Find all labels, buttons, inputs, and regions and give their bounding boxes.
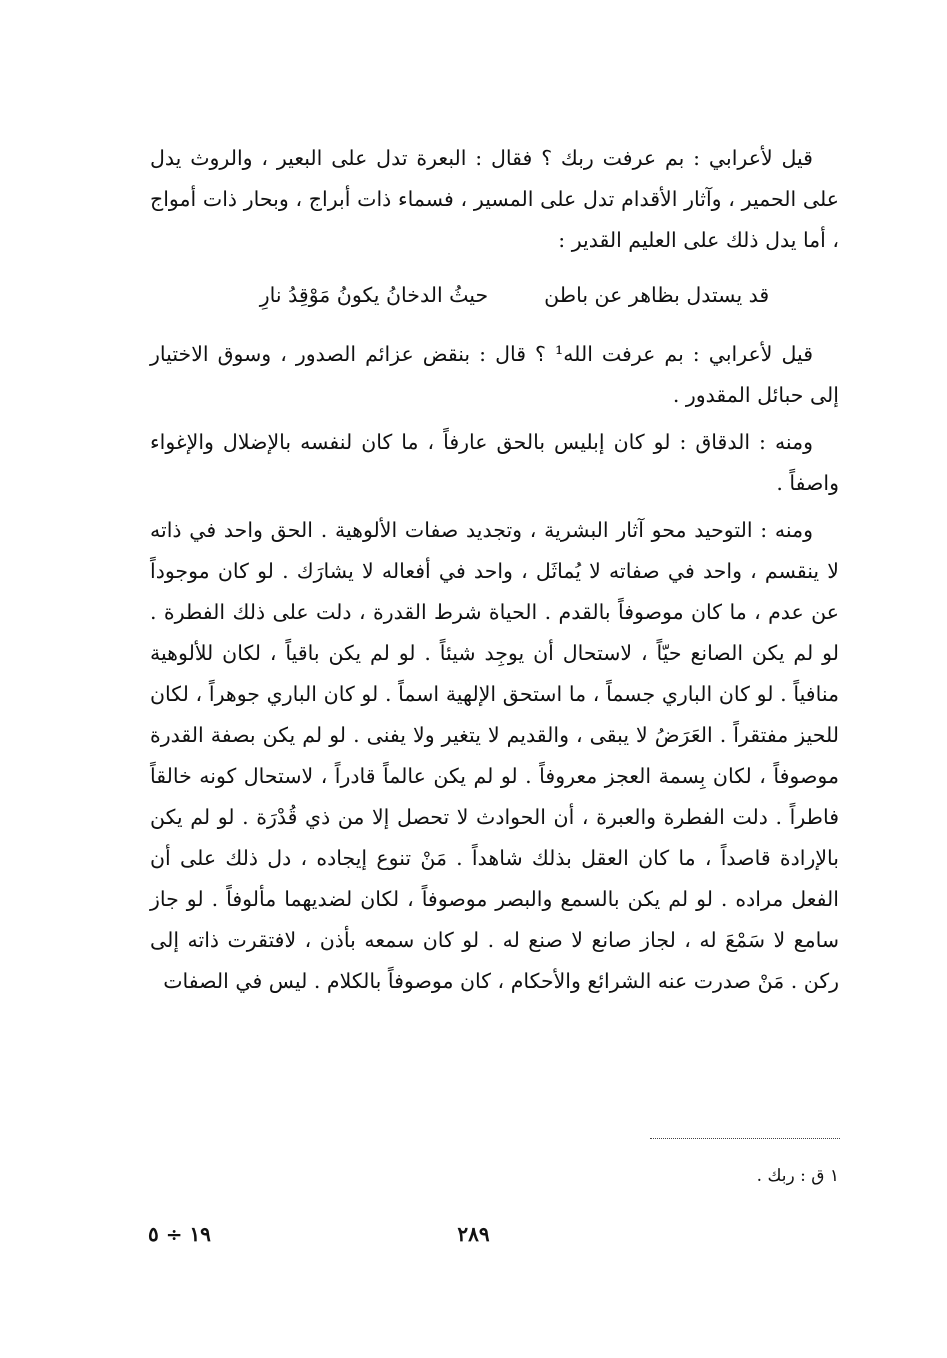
main-text: [150, 138, 839, 1008]
footnote-divider: [650, 1138, 840, 1139]
paragraph-4: ومنه : التوحيد محو آثار البشرية ، وتجديد صفات الألوهية . الحق واحد في ذاته لا ينقسم ، واحد في صفاته لا يُماثَل ، واحد في أفعاله لا يشارَك . لو كان موجوداً عن عدم ، ما كان موصوفاً بالقدم . الحياة شرط القدرة ، دلت على ذلك الفطرة . لو لم يكن الصانع حيّاً ، لاستحال أن يوجِد شيئاً . لو لم يكن باقياً ، لكان للألوهية منافياً . لو كان الباري جسماً ، ما استحق الإلهية اسماً . لو كان الباري جوهراً ، لكان للحيز مفتقراً . العَرَضُ لا يبقى ، والقديم لا يتغير ولا يفنى . لو لم يكن بصفة القدرة موصوفاً ، لكان بِسمة العجز معروفاً . لو لم يكن عالماً قادراً ، لاستحال كونه خالقاً فاطراً . دلت الفطرة والعبرة ، أن الحوادث لا تحصل إلا من ذي قُدْرَة . لو لم يكن بالإرادة قاصداً ، ما كان العقل بذلك شاهداً . مَنْ تنوع إيجاده ، دل ذلك على أن الفعل مراده . لو لم يكن بالسمع والبصر موصوفاً ، لكان لضديهما مألوفاً . لو جاز سامع لا سَمْعَ له ، لجاز صانع لا صنع له . لو كان سمعه بأذن ، لافتقرت ذاته إلى ركن . مَنْ صدرت عنه الشرائع والأحكام ، كان موصوفاً بالكلام . ليس في الصفات: [150, 518, 839, 993]
verse-hemistich-left: حيثُ الدخانُ يكونُ مَوْقِدُ نارِ: [259, 283, 489, 307]
verse-hemistich-right: قد يستدل بظاهر عن باطن: [544, 283, 770, 307]
footnote: ١ ق : ربك .: [756, 1166, 839, 1186]
paragraph-2: قيل لأعرابي : بم عرفت الله¹ ؟ قال : بنقض عزائم الصدور ، وسوق الاختيار إلى حبائل المقدور .: [150, 342, 839, 407]
paragraph-1: قيل لأعرابي : بم عرفت ربك ؟ فقال : البعرة تدل على البعير ، والروث يدل على الحمير ، وآثار الأقدام تدل على المسير ، فسماء ذات أبراج ، وبحار ذات أمواج ، أما يدل ذلك على العليم القدير :: [150, 146, 839, 252]
printer-signature: ١٩ ÷ ٥: [148, 1222, 211, 1246]
verse-line: [150, 275, 839, 316]
page-number: ٢٨٩: [457, 1222, 490, 1246]
paragraph-3: ومنه : الدقاق : لو كان إبليس بالحق عارفاً ، ما كان لنفسه بالإضلال والإغواء واصفاً .: [150, 430, 839, 495]
